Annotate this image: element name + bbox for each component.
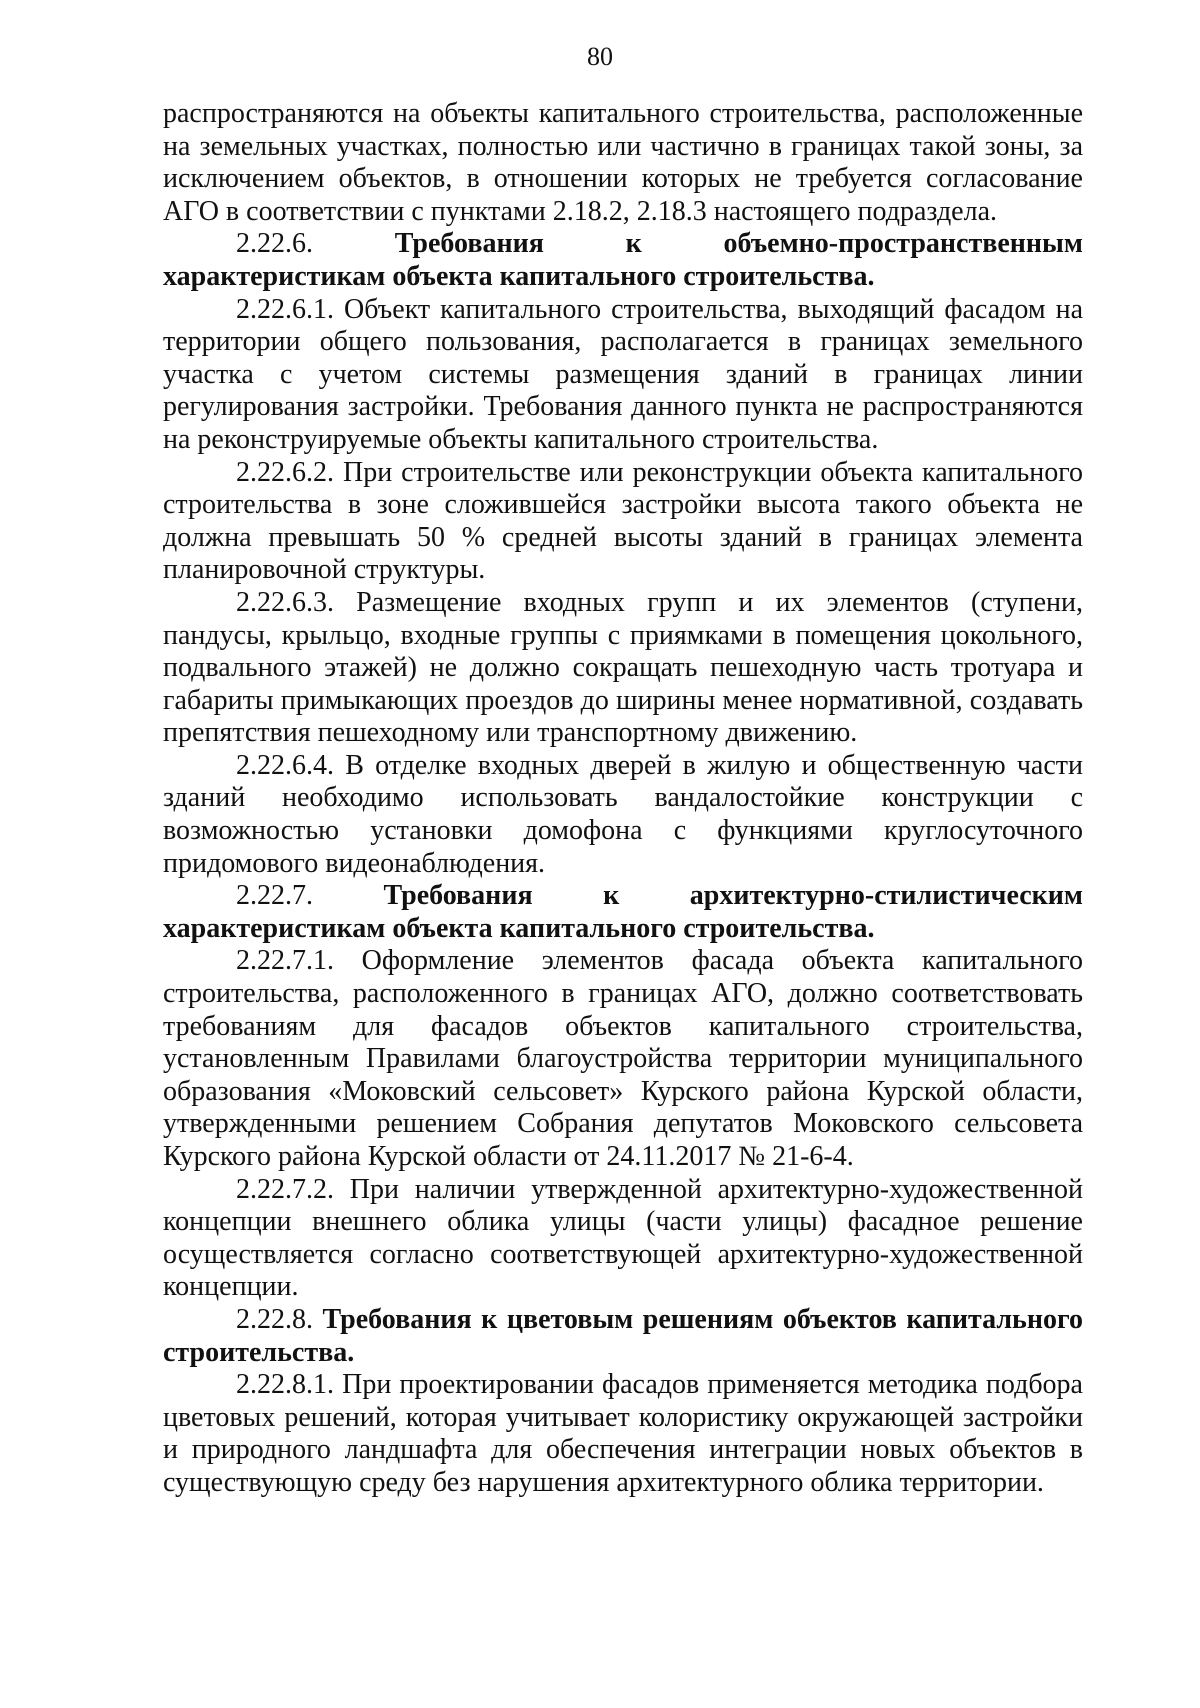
section-number: 2.22.6. [236,228,313,260]
clause-2-22-6-4: 2.22.6.4. В отделке входных дверей в жилую и общественную части зданий необходимо использовать вандалостойкие конструкции с возможностью установки домофона с функциями круглосуточного придомового видеонаблюдения. [163,749,1083,879]
section-title: Требования к архитектурно-стилистическим характеристикам объекта капитального строительства. [163,880,1083,944]
section-number: 2.22.7. [236,880,313,912]
section-title: Требования к цветовым решениям объектов капитального строительства. [163,1303,1084,1368]
section-number: 2.22.8. [236,1303,313,1335]
section-title: Требования к объемно-пространственным характеристикам объекта капитального строительства. [163,228,1083,292]
document-body [163,98,1083,1500]
section-heading-2-22-7 [163,880,1083,945]
page-number: 80 [587,42,613,71]
paragraph-continuation: распространяются на объекты капитального строительства, расположенные на земельных участках, полностью или частично в границах такой зоны, за исключением объектов, в отношении которых не требуется согласование АГО в соответствии с пунктами 2.18.2, 2.18.3 настоящего подраздела. [163,98,1083,227]
clause-2-22-7-2: 2.22.7.2. При наличии утвержденной архитектурно-художественной концепции внешнего облика улицы (части улицы) фасадное решение осуществляется согласно соответствующей архитектурно-художественной концепции. [163,1173,1083,1303]
clause-2-22-7-1: 2.22.7.1. Оформление элементов фасада объекта капитального строительства, расположенного в границах АГО, должно соответствовать требованиям для фасадов объектов капитального строительства, установленным Правилами благоустройства территории муниципального образования «Моковский сельсовет» Курского района Курской области, утвержденными решением Собрания депутатов Моковского сельсовета Курского района Курской области от 24.11.2017 № 21-6-4. [163,945,1083,1172]
clause-2-22-8-1: 2.22.8.1. При проектировании фасадов применяется методика подбора цветовых решений, которая учитывает колористику окружающей застройки и природного ландшафта для обеспечения интеграции новых объектов в существующую среду без нарушения архитектурного облика территории. [163,1369,1083,1498]
clause-2-22-6-3: 2.22.6.3. Размещение входных групп и их элементов (ступени, пандусы, крыльцо, входные группы с приямками в помещения цокольного, подвального этажей) не должно сокращать пешеходную часть тротуара и габариты примыкающих проездов до ширины менее нормативной, создавать препятствия пешеходному или транспортному движению. [163,586,1083,749]
clause-2-22-6-2: 2.22.6.2. При строительстве или реконструкции объекта капитального строительства в зоне сложившейся застройки высота такого объекта не должна превышать 50 % средней высоты зданий в границах элемента планировочной структуры. [163,456,1083,586]
clause-2-22-6-1: 2.22.6.1. Объект капитального строительства, выходящий фасадом на территории общего пользования, располагается в границах земельного участка с учетом системы размещения зданий в границах линии регулирования застройки. Требования данного пункта не распространяются на реконструируемые объекты капитального строительства. [163,293,1083,455]
section-heading-2-22-8 [163,1304,1083,1369]
section-heading-2-22-6 [163,228,1083,293]
